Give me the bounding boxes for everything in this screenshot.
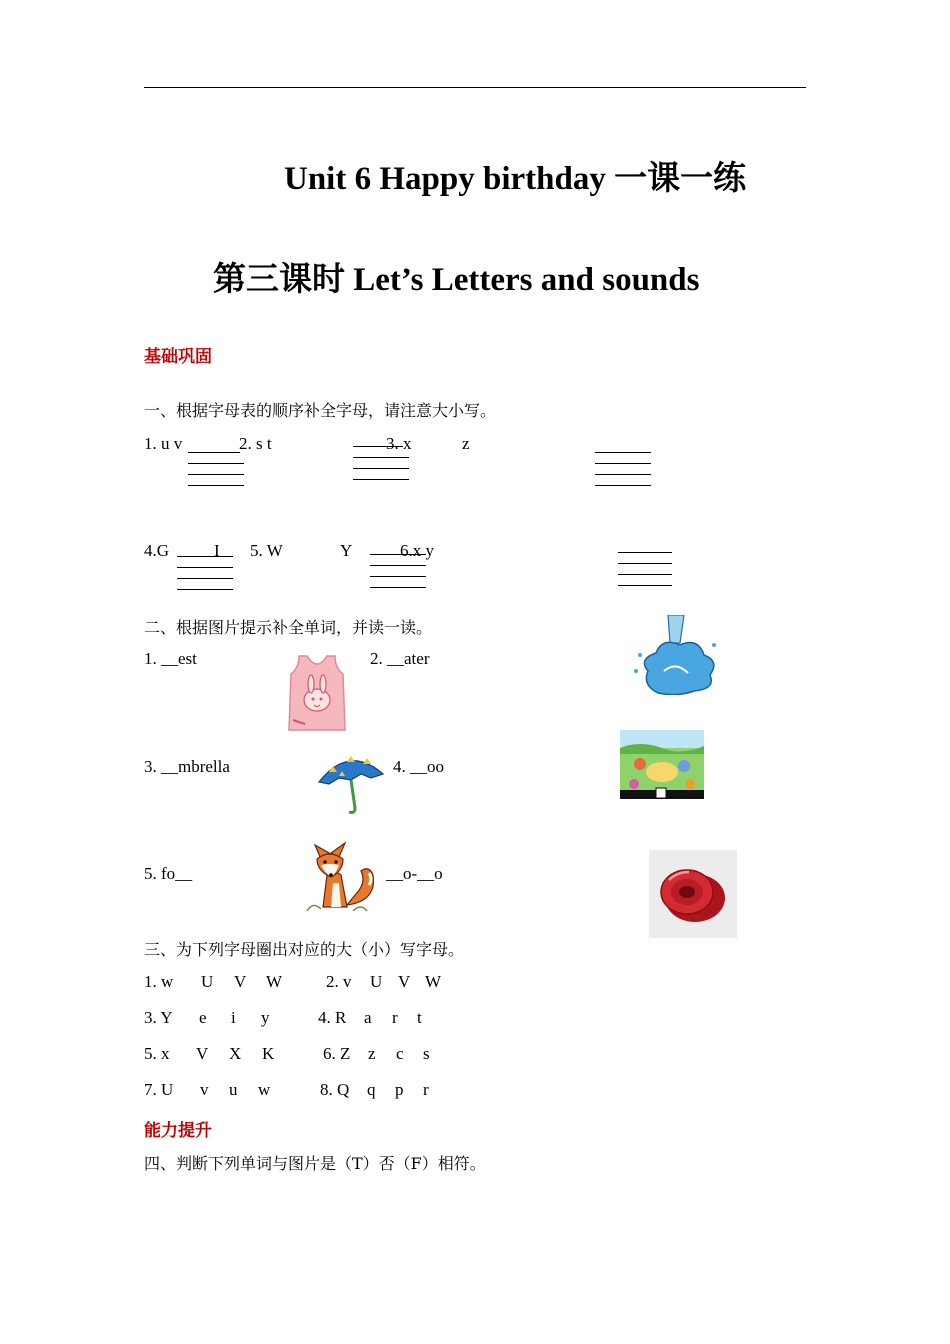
letter-option[interactable]: V <box>398 972 411 991</box>
q4-text-b: I <box>214 541 220 560</box>
blank-line[interactable] <box>177 589 233 590</box>
blank-line[interactable] <box>618 563 672 564</box>
blank-line[interactable] <box>618 552 672 553</box>
letter-option[interactable]: y <box>261 1008 270 1027</box>
letter-q-label: 4. R <box>318 1008 347 1027</box>
letter-option[interactable]: V <box>196 1044 209 1063</box>
blank-line[interactable] <box>188 463 244 464</box>
letter-option[interactable]: z <box>368 1044 376 1063</box>
letter-option[interactable]: c <box>396 1044 404 1063</box>
vest-icon <box>285 654 349 734</box>
letter-option[interactable]: w <box>258 1080 271 1099</box>
q5-text: 5. W <box>250 541 283 560</box>
blank-line[interactable] <box>595 452 651 453</box>
letter-q-label: 7. U <box>144 1080 174 1099</box>
letter-option[interactable]: U <box>201 972 214 991</box>
q6-text: 6.x y <box>400 541 434 560</box>
q3-text: 3. x <box>386 434 412 453</box>
blank-line[interactable] <box>353 479 409 480</box>
letter-option[interactable]: q <box>367 1080 376 1099</box>
letter-option[interactable]: V <box>234 972 247 991</box>
part3-instruction: 三、为下列字母圈出对应的大（小）写字母。 <box>144 940 465 959</box>
letter-option[interactable]: K <box>262 1044 275 1063</box>
q2-text: 2. s t <box>239 434 272 453</box>
letter-option[interactable]: U <box>370 972 383 991</box>
water-icon <box>628 615 720 695</box>
letter-q-label: 3. Y <box>144 1008 173 1027</box>
letter-option[interactable]: W <box>266 972 283 991</box>
letter-q-label: 8. Q <box>320 1080 350 1099</box>
blank-line[interactable] <box>177 567 233 568</box>
blank-line[interactable] <box>618 585 672 586</box>
q1-text: 1. u v <box>144 434 183 453</box>
fox-icon <box>303 835 381 913</box>
blank-line[interactable] <box>177 578 233 579</box>
blank-line[interactable] <box>353 468 409 469</box>
blank-line[interactable] <box>188 452 240 453</box>
letter-option[interactable]: i <box>231 1008 236 1027</box>
letter-q-label: 6. Z <box>323 1044 351 1063</box>
letter-q-label: 5. x <box>144 1044 170 1063</box>
letter-q-label: 2. v <box>326 972 352 991</box>
part2-instruction: 二、根据图片提示补全单词，并读一读。 <box>144 618 433 637</box>
letter-option[interactable]: t <box>417 1008 422 1027</box>
blank-line[interactable] <box>595 463 651 464</box>
umbrella-icon <box>317 752 385 814</box>
letter-option[interactable]: X <box>229 1044 242 1063</box>
q5-text-b: Y <box>340 541 353 560</box>
letter-option[interactable]: v <box>200 1080 209 1099</box>
blank-line[interactable] <box>370 576 426 577</box>
blank-line[interactable] <box>177 556 233 557</box>
part1-instruction: 一、根据字母表的顺序补全字母，请注意大小写。 <box>144 401 497 420</box>
q3-text-b: z <box>462 434 470 453</box>
blank-line[interactable] <box>370 554 426 555</box>
page-subtitle: 第三课时 Let’s Letters and sounds <box>213 262 700 298</box>
word-item: 1. __est <box>144 649 197 668</box>
blank-line[interactable] <box>353 457 409 458</box>
section-basic: 基础巩固 <box>144 347 212 367</box>
letter-option[interactable]: W <box>425 972 442 991</box>
blank-line[interactable] <box>188 474 244 475</box>
blank-line[interactable] <box>618 574 672 575</box>
word-item: 2. __ater <box>370 649 430 668</box>
word-item: 5. fo__ <box>144 864 193 883</box>
q4-text: 4.G <box>144 541 170 560</box>
word-item: __o-__o <box>386 864 443 883</box>
word-item: 3. __mbrella <box>144 757 230 776</box>
part4-instruction: 四、判断下列单词与图片是（T）否（F）相符。 <box>144 1154 486 1173</box>
section-advanced: 能力提升 <box>144 1121 212 1141</box>
blank-line[interactable] <box>353 446 403 447</box>
blank-line[interactable] <box>595 474 651 475</box>
letter-option[interactable]: s <box>423 1044 430 1063</box>
letter-option[interactable]: p <box>395 1080 404 1099</box>
blank-line[interactable] <box>370 565 426 566</box>
blank-line[interactable] <box>595 485 651 486</box>
yoyo-icon <box>649 850 737 938</box>
blank-line[interactable] <box>188 485 244 486</box>
letter-option[interactable]: u <box>229 1080 238 1099</box>
blank-line[interactable] <box>370 587 426 588</box>
letter-option[interactable]: e <box>199 1008 207 1027</box>
zoo-icon <box>620 730 704 799</box>
page-title: Unit 6 Happy birthday 一课一练 <box>284 161 747 197</box>
word-item: 4. __oo <box>393 757 444 776</box>
letter-q-label: 1. w <box>144 972 174 991</box>
header-rule <box>144 87 806 88</box>
letter-option[interactable]: a <box>364 1008 372 1027</box>
letter-option[interactable]: r <box>392 1008 398 1027</box>
letter-option[interactable]: r <box>423 1080 429 1099</box>
